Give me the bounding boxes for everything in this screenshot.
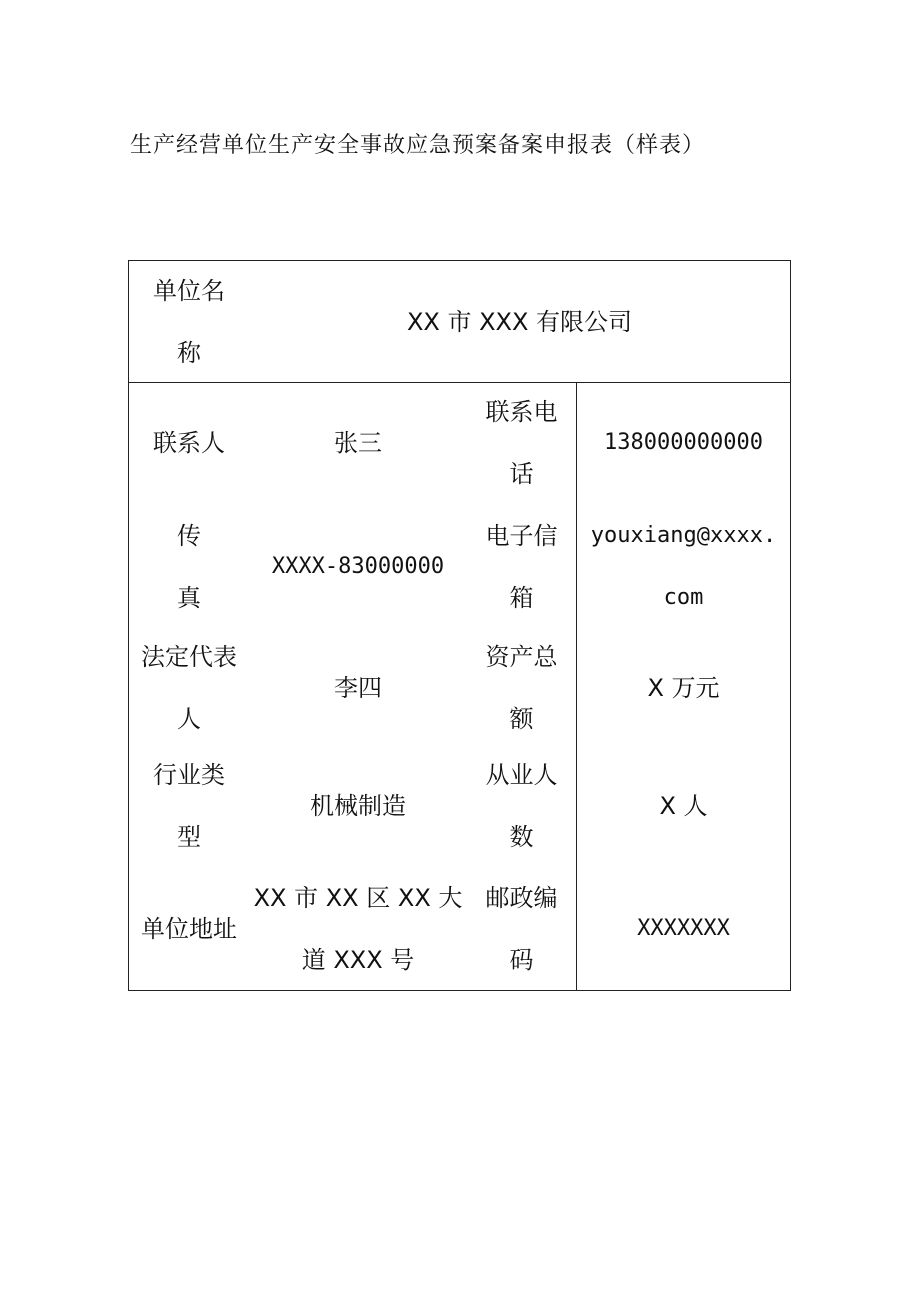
contact-person-label-text: 联系人 <box>153 429 225 457</box>
legal-rep-value-text: 李四 <box>334 673 382 702</box>
contact-person-label <box>129 382 249 504</box>
page-title: 生产经营单位生产安全事故应急预案备案申报表（样表） <box>130 133 706 158</box>
unit-name-label-line2: 称 <box>177 338 201 367</box>
email-value-line1: youxiang@xxxx. <box>590 523 777 548</box>
industry-type-label <box>129 745 249 867</box>
industry-type-value <box>249 745 467 867</box>
fax-label-line1: 传 <box>177 522 201 550</box>
postal-code-value <box>577 867 790 990</box>
fax-value-text: XXXX-83000000 <box>271 554 445 579</box>
unit-name-value <box>249 261 790 382</box>
email-value-line2: com <box>663 585 704 610</box>
address-label-text: 单位地址 <box>141 914 237 943</box>
email-label-line2: 箱 <box>509 584 534 612</box>
contact-phone-label-line2: 话 <box>509 460 534 488</box>
filing-form-table <box>128 260 791 991</box>
postal-code-label-line2: 码 <box>509 945 534 974</box>
unit-name-text: XX 市 XXX 有限公司 <box>406 307 633 336</box>
email-label-line1: 电子信 <box>485 522 558 550</box>
legal-rep-label-line2: 人 <box>177 704 201 733</box>
industry-type-label-line2: 型 <box>177 823 201 851</box>
employee-count-label-line2: 数 <box>509 823 534 851</box>
employee-count-value <box>577 745 790 867</box>
industry-type-label-line1: 行业类 <box>153 761 225 789</box>
contact-person-value-text: 张三 <box>334 429 382 457</box>
total-assets-label-line2: 额 <box>509 704 534 733</box>
unit-name-label-line1: 单位名 <box>153 276 225 305</box>
total-assets-label-line1: 资产总 <box>485 642 558 671</box>
legal-rep-label <box>129 630 249 745</box>
employee-count-value-text: X 人 <box>659 792 708 820</box>
total-assets-value <box>577 630 790 745</box>
address-value-line2: 道 XXX 号 <box>301 945 415 974</box>
contact-phone-value <box>577 382 790 504</box>
total-assets-label <box>467 630 576 745</box>
employee-count-label-line1: 从业人 <box>485 761 558 789</box>
contact-phone-label-line1: 联系电 <box>485 398 558 426</box>
postal-code-label <box>467 867 576 990</box>
email-value <box>577 504 790 630</box>
total-assets-value-text: X 万元 <box>647 673 720 702</box>
legal-rep-value <box>249 630 467 745</box>
fax-label-line2: 真 <box>177 584 201 612</box>
postal-code-label-line1: 邮政编 <box>485 883 558 912</box>
contact-phone-value-text: 138000000000 <box>604 430 763 455</box>
postal-code-value-text: XXXXXXX <box>637 915 730 941</box>
industry-type-value-text: 机械制造 <box>310 792 406 820</box>
contact-person-value <box>249 382 467 504</box>
fax-value <box>249 504 467 630</box>
address-label <box>129 867 249 990</box>
contact-phone-label <box>467 382 576 504</box>
legal-rep-label-line1: 法定代表 <box>141 642 237 671</box>
fax-label <box>129 504 249 630</box>
email-label <box>467 504 576 630</box>
address-value <box>249 867 467 990</box>
unit-name-label <box>129 261 249 382</box>
address-value-line1: XX 市 XX 区 XX 大 <box>253 883 463 912</box>
employee-count-label <box>467 745 576 867</box>
